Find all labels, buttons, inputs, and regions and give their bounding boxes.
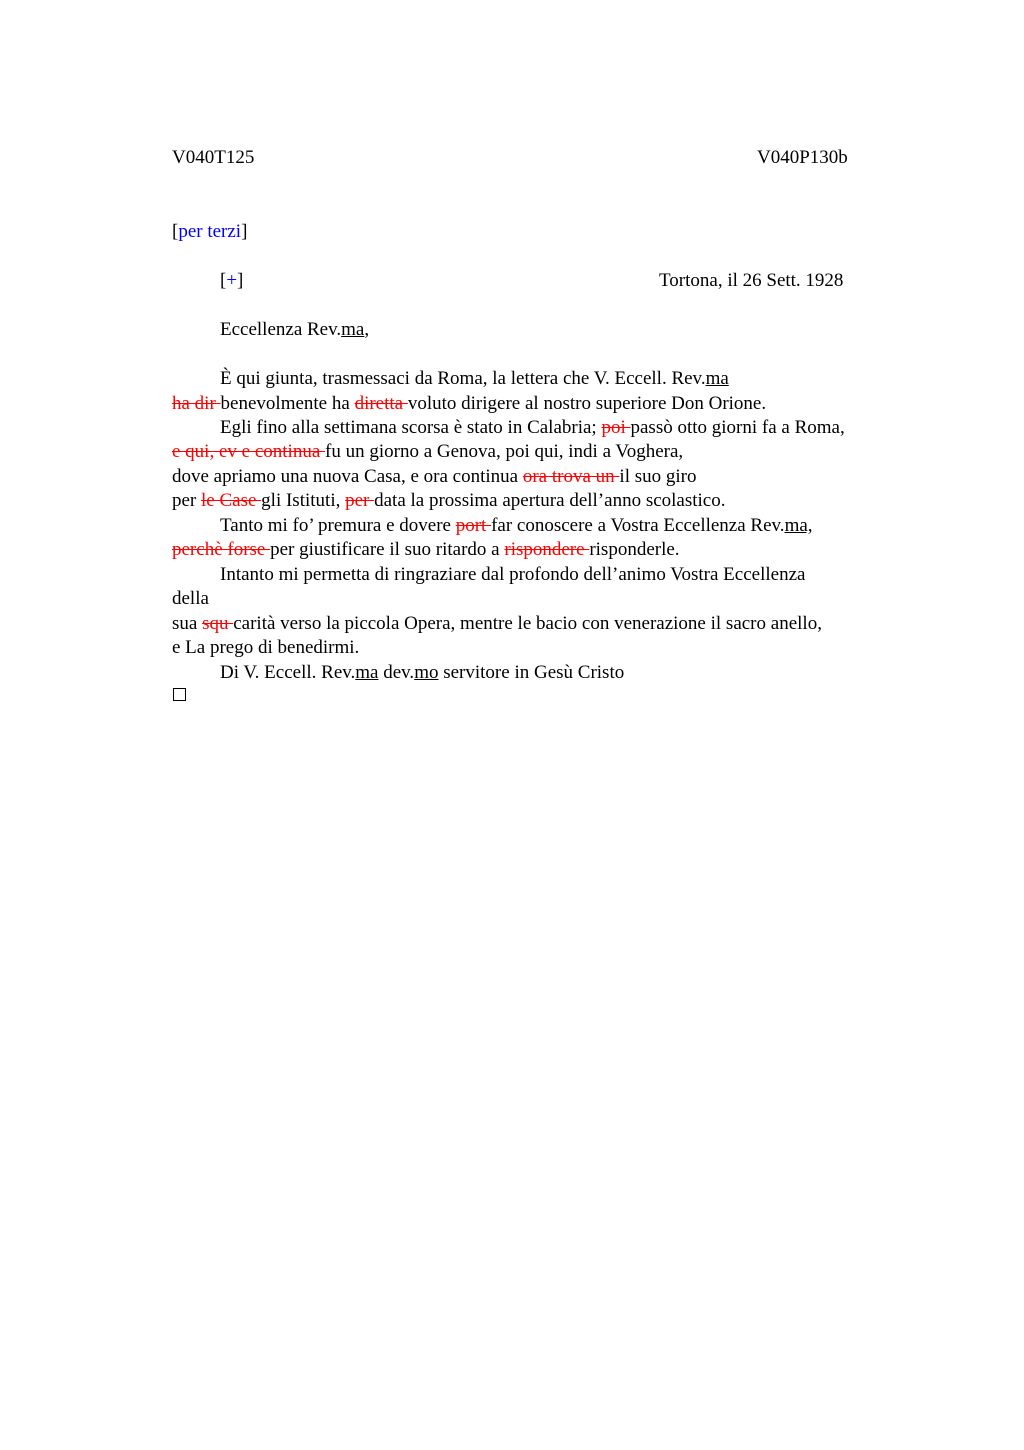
body-line-5 <box>172 465 696 489</box>
deleted-text: ha dir <box>172 393 221 414</box>
cross-mark <box>220 269 243 293</box>
closing-line <box>220 661 624 685</box>
abbrev-segment: ma <box>355 662 379 683</box>
cross-open-bracket: [ <box>220 270 227 291</box>
salutation-abbrev: ma <box>341 319 365 340</box>
body-line-7 <box>220 514 813 538</box>
text-segment: dove apriamo una nuova Casa, e ora continua <box>172 466 523 487</box>
text-segment: È qui giunta, trasmessaci da Roma, la lettera che V. Eccell. Rev. <box>220 368 706 389</box>
deleted-text: perchè forse <box>172 539 271 560</box>
text-segment: data la prossima apertura dell’anno scolastico. <box>374 490 726 511</box>
text-segment: carità verso la piccola Opera, mentre le bacio con venerazione il sacro anello, <box>233 613 822 634</box>
body-line-4 <box>172 440 683 464</box>
deleted-text: rispondere <box>504 539 590 560</box>
salutation <box>220 318 369 342</box>
deleted-text: poi <box>601 417 631 438</box>
note-open-bracket: [ <box>172 221 179 242</box>
body-line-12: e La prego di benedirmi. <box>172 637 360 658</box>
body-line-3 <box>220 416 845 440</box>
document-code-right: V040P130b <box>757 147 848 168</box>
deleted-text: per <box>345 490 375 511</box>
deleted-text: squ <box>202 613 234 634</box>
body-line-2 <box>172 392 766 416</box>
salutation-punct: , <box>364 319 370 340</box>
text-segment: Tanto mi fo’ premura e dovere <box>220 515 456 536</box>
deleted-text: e qui, ev e continua <box>172 441 326 462</box>
text-segment: Egli fino alla settimana scorsa è stato in Calabria; <box>220 417 602 438</box>
body-line-9: Intanto mi permetta di ringraziare dal profondo dell’animo Vostra Eccellenza <box>220 564 806 585</box>
cross-icon: + <box>226 270 238 291</box>
cross-close-bracket: ] <box>237 270 244 291</box>
text-segment: servitore in Gesù Cristo <box>438 662 625 683</box>
text-segment: gli Istituti, <box>261 490 346 511</box>
document-code-left: V040T125 <box>172 147 255 168</box>
deleted-text: diretta <box>354 393 408 414</box>
text-segment: sua <box>172 613 203 634</box>
abbrev-segment: mo <box>414 662 439 683</box>
text-segment: per <box>172 490 202 511</box>
body-line-10: della <box>172 588 209 609</box>
deleted-text: le Case <box>201 490 262 511</box>
text-segment: voluto dirigere al nostro superiore Don Orione. <box>407 393 767 414</box>
body-line-11 <box>172 612 822 636</box>
body-line-6 <box>172 489 726 513</box>
checkbox-icon[interactable] <box>173 688 186 701</box>
text-segment: per giustificare il suo ritardo a <box>270 539 505 560</box>
text-segment: il suo giro <box>619 466 697 487</box>
note-text: per terzi <box>178 221 242 242</box>
body-line-1 <box>220 367 729 391</box>
deleted-text: ora trova un <box>522 466 620 487</box>
note-close-bracket: ] <box>241 221 248 242</box>
place-date: Tortona, il 26 Sett. 1928 <box>659 270 844 291</box>
abbrev-segment: ma, <box>784 515 813 536</box>
text-segment: passò otto giorni fa a Roma, <box>630 417 845 438</box>
text-segment: far conoscere a Vostra Eccellenza Rev. <box>491 515 785 536</box>
abbrev-segment: ma <box>705 368 729 389</box>
text-segment: Di V. Eccell. Rev. <box>220 662 356 683</box>
deleted-text: port <box>455 515 492 536</box>
body-line-8 <box>172 538 680 562</box>
salutation-text: Eccellenza Rev. <box>220 319 342 340</box>
text-segment: dev. <box>378 662 415 683</box>
editor-note <box>172 220 247 244</box>
text-segment: fu un giorno a Genova, poi qui, indi a Voghera, <box>325 441 684 462</box>
text-segment: risponderle. <box>589 539 680 560</box>
text-segment: benevolmente ha <box>220 393 355 414</box>
